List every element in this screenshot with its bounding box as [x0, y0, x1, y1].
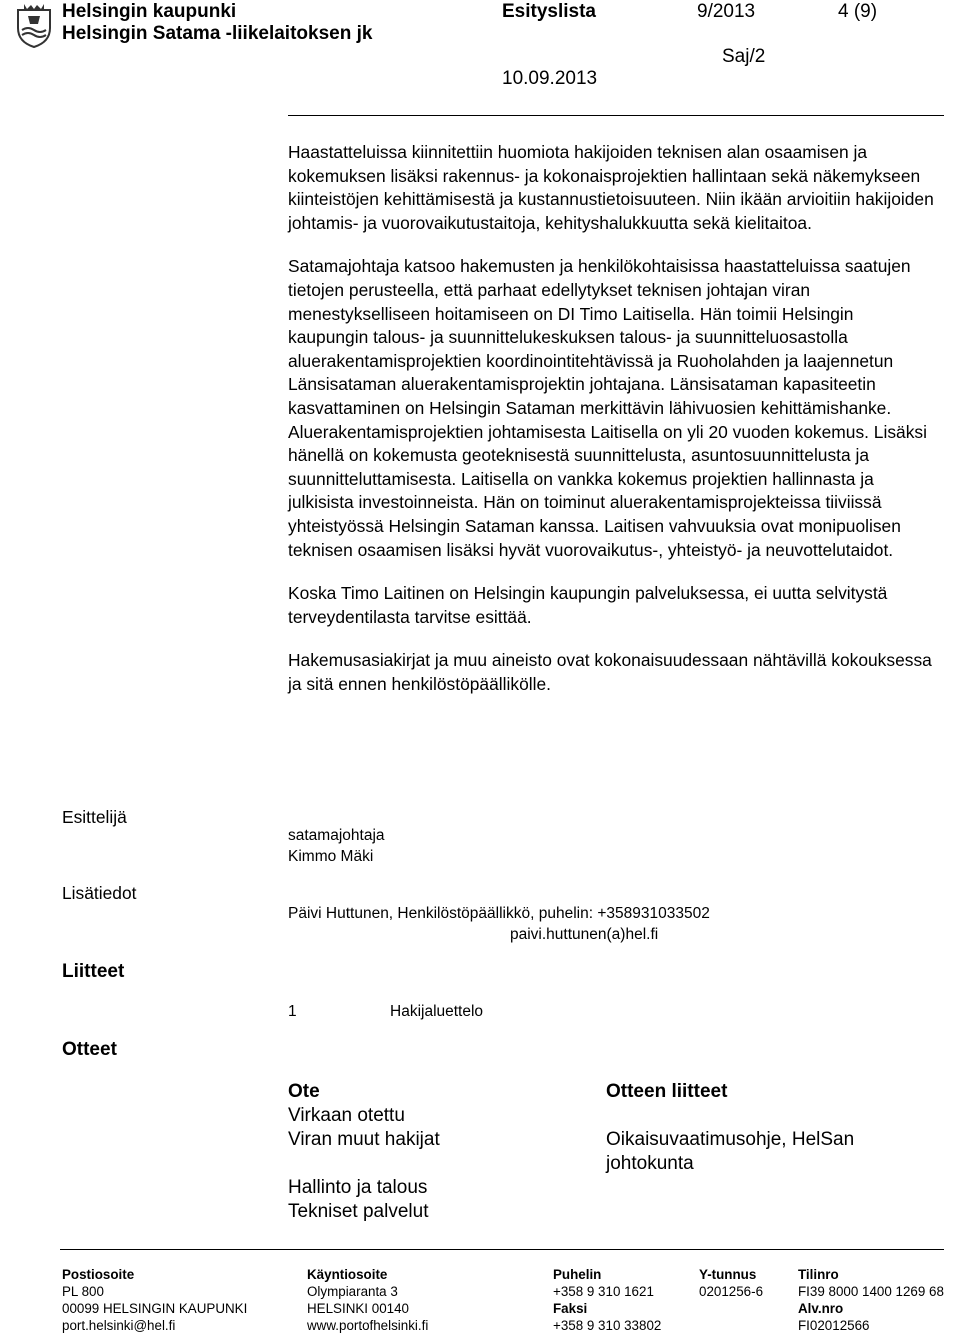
footer-account — [798, 1266, 944, 1334]
footer-line: Olympiaranta 3 — [307, 1284, 398, 1299]
extract-attachment-item: johtokunta — [606, 1153, 694, 1174]
page-number: 4 (9) — [838, 1, 878, 22]
footer-line: 00099 HELSINGIN KAUPUNKI — [62, 1301, 248, 1316]
footer-heading: Postiosoite — [62, 1267, 135, 1282]
presenter-label: Esittelijä — [62, 807, 127, 827]
extract-attachments — [606, 1080, 854, 1176]
additional-info-label: Lisätiedot — [62, 883, 137, 903]
header-divider — [288, 115, 944, 116]
helsinki-crest-icon — [14, 2, 54, 48]
doc-type: Esityslista — [502, 1, 596, 22]
presenter-title: satamajohtaja — [288, 827, 385, 844]
paragraph-health: Koska Timo Laitinen on Helsingin kaupungin palveluksessa, ei uutta selvitystä terveydentilasta tarvitse esittää. — [288, 583, 888, 627]
extract-item: Virkaan otettu — [288, 1105, 405, 1126]
extract-item: Tekniset palvelut — [288, 1201, 429, 1222]
contact-email: paivi.huttunen(a)hel.fi — [510, 926, 659, 943]
extract-attachment-item: Oikaisuvaatimusohje, HelSan — [606, 1129, 855, 1150]
org-name: Helsingin kaupunki — [62, 1, 237, 22]
footer-vat-value: FI02012566 — [798, 1318, 870, 1333]
footer-divider — [60, 1249, 944, 1250]
footer-heading: Puhelin — [553, 1267, 602, 1282]
body-text — [288, 141, 936, 696]
footer-heading: Y-tunnus — [699, 1267, 757, 1282]
extract-title: Ote — [288, 1081, 320, 1102]
section-code: Saj/2 — [722, 46, 766, 67]
footer-phone — [553, 1266, 661, 1334]
attachment-name: Hakijaluettelo — [390, 1003, 484, 1020]
presenter-name: Kimmo Mäki — [288, 848, 374, 865]
contact-person: Päivi Huttunen, Henkilöstöpäällikkö, puhelin: +358931033502 — [288, 905, 710, 922]
footer-phone-number: +358 9 310 1621 — [553, 1284, 654, 1299]
paragraph-documents: Hakemusasiakirjat ja muu aineisto ovat kokonaisuudessaan nähtävillä kokouksessa ja sitä ennen henkilöstöpäällikölle. — [288, 650, 932, 694]
meeting-date: 10.09.2013 — [502, 68, 598, 89]
extract-attachments-title: Otteen liitteet — [606, 1081, 728, 1102]
footer-heading: Tilinro — [798, 1267, 839, 1282]
footer-account-value: FI39 8000 1400 1269 68 — [798, 1284, 944, 1299]
extract-item: Hallinto ja talous — [288, 1177, 428, 1198]
footer-visit-address — [307, 1266, 428, 1334]
extract-spacer — [606, 1104, 854, 1128]
extract-item: Viran muut hakijat — [288, 1129, 440, 1150]
paragraph-assessment: Satamajohtaja katsoo hakemusten ja henkilökohtaisissa haastatteluissa saatujen tietojen perusteella, että parhaat edellytykset teknisen johtajan viran menestykselliseen hoitamiseen on DI Timo Laitisella. Hän toimii Helsingin kaupungin talous- ja suunnittelukeskuksen talous- ja suunnitteluosastolla aluerakentamisprojektien koordinointitehtävissä ja Ruoholahden ja laajennetun Länsisataman aluerakentamisprojektin johtajana. Länsisataman kapasiteetin kasvattaminen on Helsingin Sataman merkittävin lähivuosien kehittämishanke. Aluerakentamisprojektien johtamisesta Laitisella on yli 20 vuoden kokemus. Lisäksi hänellä on kokemusta geoteknisestä suunnittelusta, asuntosuunnittelusta ja suunnitteluttamisesta. Laitisella on vankka kokemus projektien hallinnasta ja julkisista investoinneista. Hän on toiminut aluerakentamisprojekteissa tiiviissä yhteistyössä Helsingin Sataman kanssa. Laitisen vahvuuksia ovat monipuolisen teknisen osaamisen lisäksi hyvät vuorovaikutus-, yhteistyö- ja neuvottelutaidot. — [288, 256, 927, 560]
footer-heading: Alv.nro — [798, 1301, 844, 1316]
footer-fax-number: +358 9 310 33802 — [553, 1318, 662, 1333]
footer-website: www.portofhelsinki.fi — [307, 1318, 429, 1333]
footer-line: PL 800 — [62, 1284, 104, 1299]
extracts-label: Otteet — [62, 1039, 117, 1060]
paragraph-interviews: Haastatteluissa kiinnitettiin huomiota hakijoiden teknisen alan osaamisen ja kokemuksen lisäksi rakennus- ja kokonaisprojektien hallintaan sekä näkemykseen kiinteistöjen kehittämisestä ja kustannustietoisuuteen. Niin ikään arvioitiin hakijoiden johtamis- ja vuorovaikutustaitoja, kehityshalukkuutta sekä kielitaitoa. — [288, 142, 934, 233]
footer-heading: Faksi — [553, 1301, 588, 1316]
footer-heading: Käyntiosoite — [307, 1267, 388, 1282]
extract-recipients — [288, 1080, 440, 1224]
doc-number: 9/2013 — [697, 1, 756, 22]
attachment-number: 1 — [288, 1003, 297, 1020]
footer-postal-address — [62, 1266, 247, 1334]
footer-business-id — [699, 1266, 763, 1300]
attachments-label: Liitteet — [62, 961, 125, 982]
footer-line: HELSINKI 00140 — [307, 1301, 409, 1316]
footer-business-id-value: 0201256-6 — [699, 1284, 764, 1299]
footer-email: port.helsinki@hel.fi — [62, 1318, 176, 1333]
extract-spacer — [288, 1152, 440, 1176]
org-unit: Helsingin Satama -liikelaitoksen jk — [62, 23, 373, 44]
